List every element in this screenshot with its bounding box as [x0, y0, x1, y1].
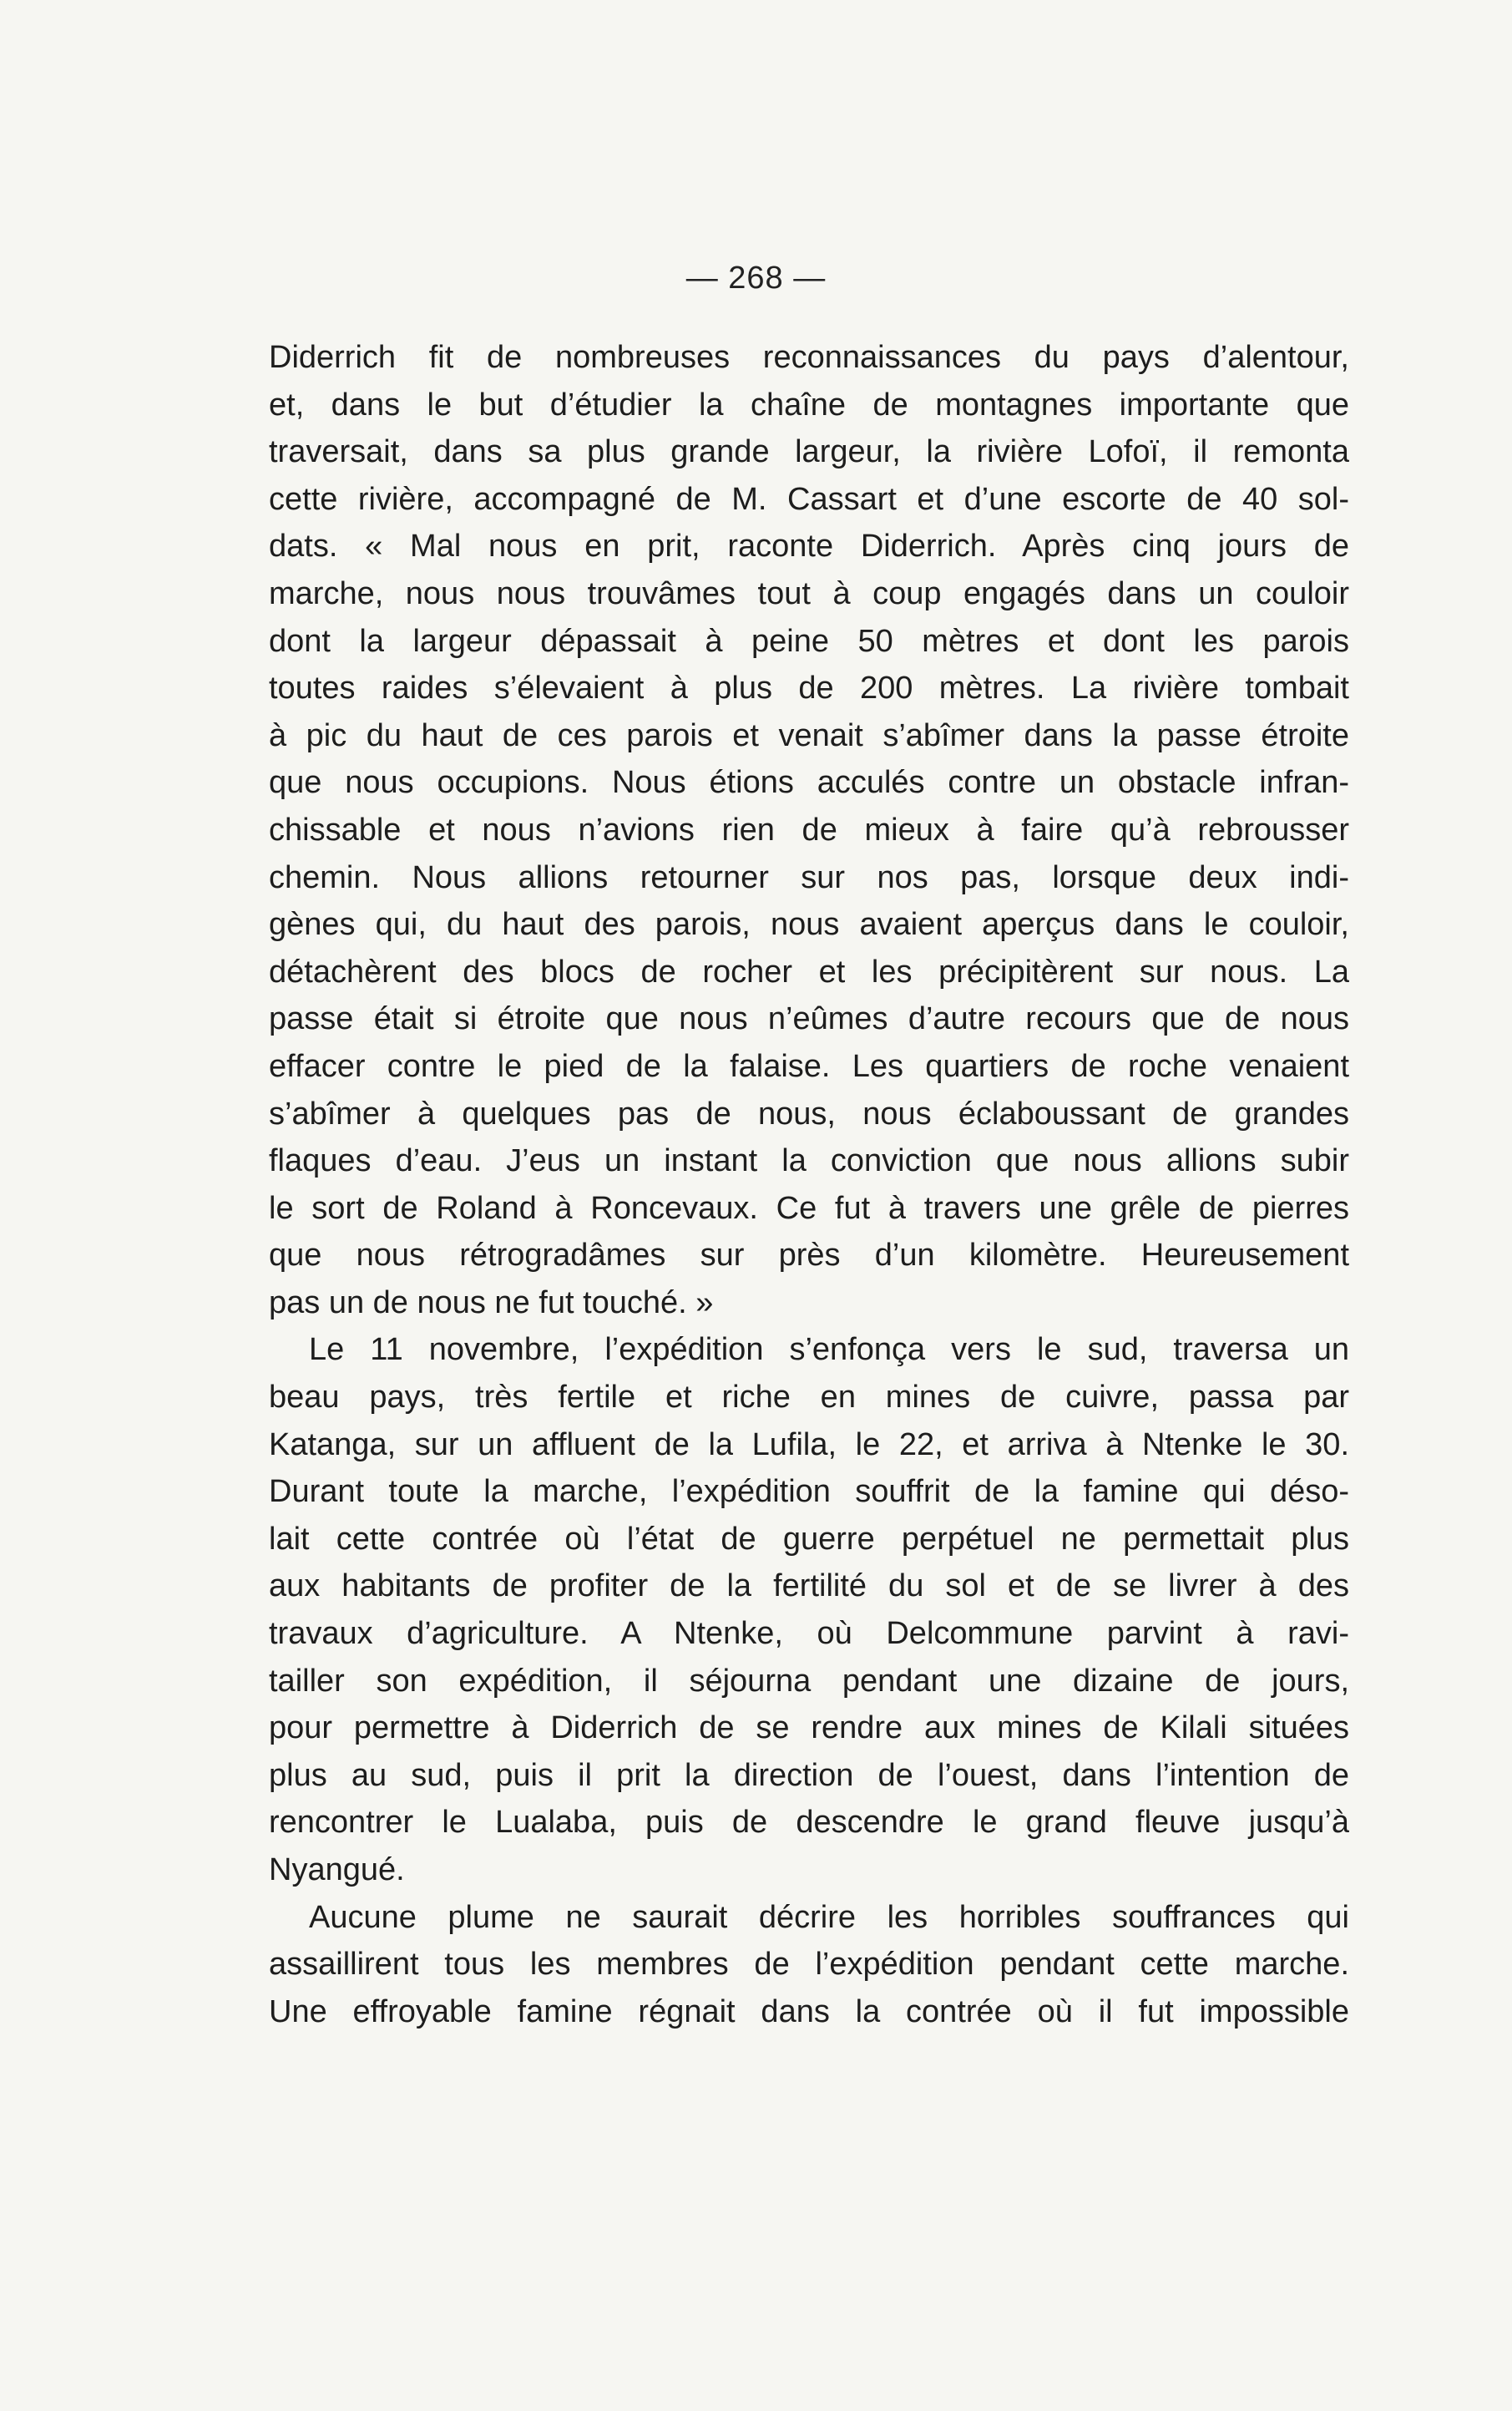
text-line: plus au sud, puis il prit la direction de l’ouest, dans l’intention de: [269, 1757, 1349, 1793]
text-line: lait cette contrée où l’état de guerre perpétuel ne permettait plus: [269, 1521, 1349, 1557]
text-line: Diderrich fit de nombreuses reconnaissances du pays d’alentour,: [269, 340, 1349, 375]
text-line: gènes qui, du haut des parois, nous avaient aperçus dans le couloir,: [269, 907, 1349, 943]
text-line: beau pays, très fertile et riche en mines de cuivre, passa par: [269, 1380, 1349, 1416]
text-line: détachèrent des blocs de rocher et les précipitèrent sur nous. La: [269, 954, 1349, 990]
text-line: passe était si étroite que nous n’eûmes d’autre recours que de nous: [269, 1001, 1349, 1037]
paragraph-1: [269, 334, 1349, 1326]
text-line: marche, nous nous trouvâmes tout à coup engagés dans un couloir: [269, 575, 1349, 611]
text-line: le sort de Roland à Roncevaux. Ce fut à travers une grêle de pierres: [269, 1190, 1349, 1226]
text-line: que nous rétrogradâmes sur près d’un kilomètre. Heureusement: [269, 1238, 1349, 1274]
text-line: Le 11 novembre, l’expédition s’enfonça vers le sud, traversa un: [309, 1332, 1349, 1368]
text-line: dats. « Mal nous en prit, raconte Diderrich. Après cinq jours de: [269, 529, 1349, 565]
text-line: toutes raides s’élevaient à plus de 200 mètres. La rivière tombait: [269, 671, 1349, 707]
text-line: à pic du haut de ces parois et venait s’abîmer dans la passe étroite: [269, 717, 1349, 753]
text-line: pour permettre à Diderrich de se rendre aux mines de Kilali situées: [269, 1710, 1349, 1746]
page-number: — 268 —: [685, 261, 827, 296]
text-line: effacer contre le pied de la falaise. Les quartiers de roche venaient: [269, 1048, 1349, 1084]
text-line: flaques d’eau. J’eus un instant la conviction que nous allions subir: [269, 1143, 1349, 1179]
text-line: que nous occupions. Nous étions acculés contre un obstacle infran-: [269, 765, 1349, 801]
text-line: Nyangué.: [269, 1852, 405, 1887]
text-line: Aucune plume ne saurait décrire les horribles souffrances qui: [309, 1899, 1349, 1935]
text-line: Durant toute la marche, l’expédition souffrit de la famine qui déso-: [269, 1474, 1349, 1510]
text-line: Une effroyable famine régnait dans la contrée où il fut impossible: [269, 1993, 1349, 2029]
text-line: pas un de nous ne fut touché. »: [269, 1284, 714, 1320]
text-line: chissable et nous n’avions rien de mieux à faire qu’à rebrousser: [269, 812, 1349, 848]
text-line: et, dans le but d’étudier la chaîne de montagnes importante que: [269, 387, 1349, 423]
paragraph-3: [269, 1894, 1349, 2036]
text-line: Katanga, sur un affluent de la Lufila, le 22, et arriva à Ntenke le 30.: [269, 1426, 1349, 1462]
body-text: [269, 334, 1349, 2035]
text-line: dont la largeur dépassait à peine 50 mètres et dont les parois: [269, 623, 1349, 659]
text-line: traversait, dans sa plus grande largeur, la rivière Lofoï, il remonta: [269, 434, 1349, 470]
text-line: cette rivière, accompagné de M. Cassart et d’une escorte de 40 sol-: [269, 481, 1349, 517]
text-line: assaillirent tous les membres de l’expédition pendant cette marche.: [269, 1947, 1349, 1983]
text-line: travaux d’agriculture. A Ntenke, où Delcommune parvint à ravi-: [269, 1616, 1349, 1652]
text-line: tailler son expédition, il séjourna pendant une dizaine de jours,: [269, 1663, 1349, 1699]
text-line: chemin. Nous allions retourner sur nos pas, lorsque deux indi-: [269, 859, 1349, 895]
text-line: aux habitants de profiter de la fertilité du sol et de se livrer à des: [269, 1568, 1349, 1604]
text-line: s’abîmer à quelques pas de nous, nous éclaboussant de grandes: [269, 1096, 1349, 1132]
paragraph-2: [269, 1326, 1349, 1893]
text-line: rencontrer le Lualaba, puis de descendre le grand fleuve jusqu’à: [269, 1805, 1349, 1841]
